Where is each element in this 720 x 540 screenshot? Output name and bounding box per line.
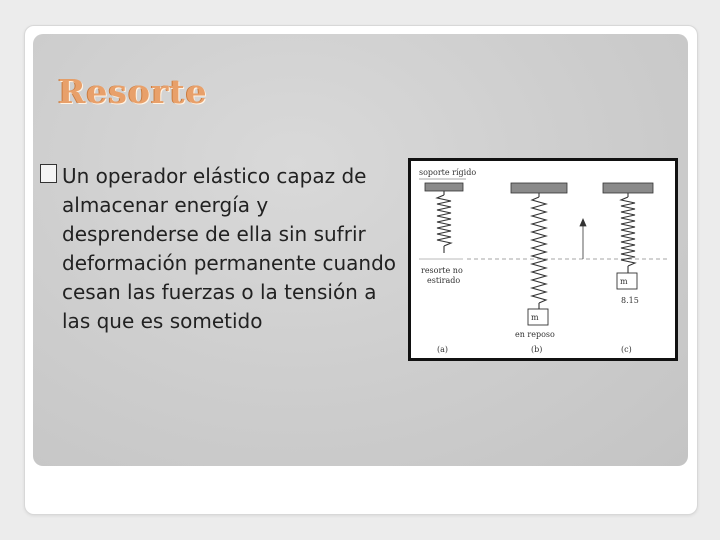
spring-a xyxy=(437,191,451,253)
arrow-up-icon xyxy=(580,219,586,259)
label-unstretched-2: estirado xyxy=(427,276,461,285)
support-bar-b xyxy=(511,183,567,193)
spring-b xyxy=(532,193,546,309)
spring-diagram xyxy=(411,161,675,358)
label-fig-number: 8.15 xyxy=(621,296,639,305)
spring-c xyxy=(621,193,635,273)
bullet-icon xyxy=(40,164,57,183)
support-bar-a xyxy=(425,183,463,191)
label-a: (a) xyxy=(437,345,449,354)
label-unstretched-1: resorte no xyxy=(421,266,463,275)
bullet-text: Un operador elástico capaz de almacenar energía y desprenderse de ella sin sufrir deformación permanente cuando cesan las fuerzas o la tensión a las que es sometido xyxy=(62,164,397,333)
label-mass-b: m xyxy=(531,313,539,322)
label-c: (c) xyxy=(621,345,632,354)
slide-title: Resorte xyxy=(58,72,208,111)
support-bar-c xyxy=(603,183,653,193)
spring-figure xyxy=(408,158,678,361)
label-mass-c: m xyxy=(620,277,628,286)
label-support: soporte rígido xyxy=(419,168,477,177)
label-b: (b) xyxy=(531,345,543,354)
label-rest: en reposo xyxy=(515,330,555,339)
